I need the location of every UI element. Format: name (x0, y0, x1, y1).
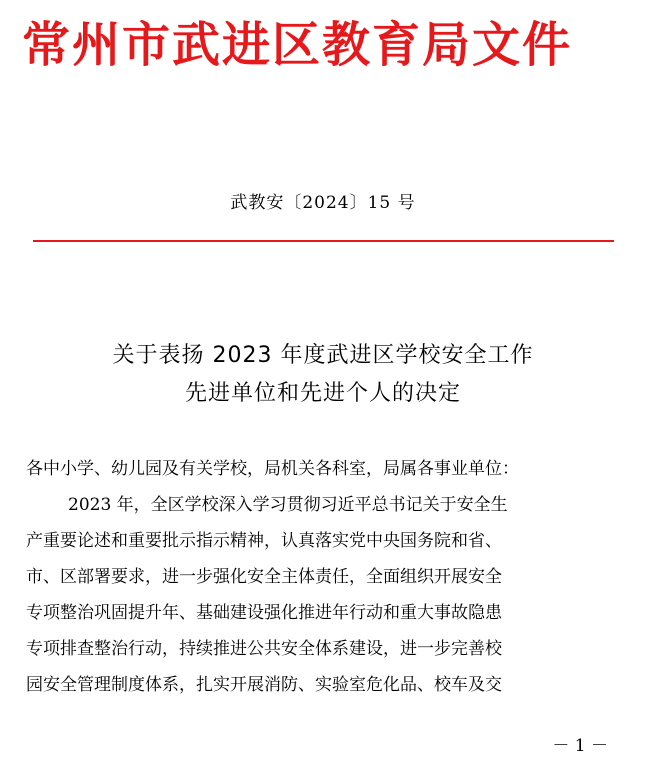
body-line: 园安全管理制度体系，扎实开展消防、实验室危化品、校车及交 (26, 675, 502, 695)
body-line: 产重要论述和重要批示指示精神，认真落实党中央国务院和省、 (26, 531, 502, 551)
salutation: 各中小学、幼儿园及有关学校，局机关各科室，局属各事业单位： (26, 459, 519, 479)
body-line: 市、区部署要求，进一步强化安全主体责任，全面组织开展安全 (26, 567, 502, 587)
body-line: 专项整治巩固提升年、基础建设强化推进年行动和重大事故隐患 (26, 603, 502, 623)
body-line: 专项排查整治行动，持续推进公共安全体系建设，进一步完善校 (26, 639, 502, 659)
document-title (0, 337, 646, 413)
red-divider-line (33, 240, 614, 242)
red-letterhead-title: 常州市武进区教育局文件 (22, 17, 573, 73)
document-number: 武教安〔2024〕15 号 (230, 193, 416, 213)
document-title-line-2: 先进单位和先进个人的决定 (184, 381, 461, 406)
document-body (26, 451, 624, 703)
body-line: 2023 年，全区学校深入学习贯彻习近平总书记关于安全生 (68, 495, 508, 515)
document-title-line-1: 关于表扬 2023 年度武进区学校安全工作 (112, 343, 534, 368)
page-number: － 1 － (552, 736, 608, 756)
